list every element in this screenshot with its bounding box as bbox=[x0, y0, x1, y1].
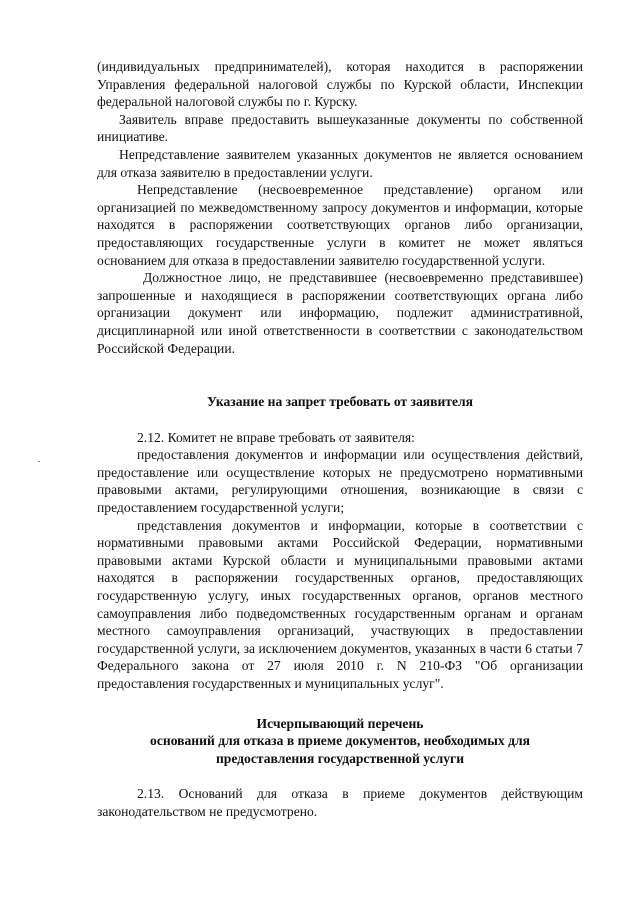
section-heading-prohibition: Указание на запрет требовать от заявителя bbox=[207, 394, 473, 410]
paragraph-2-12-item-2: представления документов и информации, которые в соответствии с нормативными правовыми актами Российской Федерации, нормативными правовыми актами Курской области и муниципальными правовыми актами находятся в распоряжении государственных органов, предоставляющих государственную услугу, иных государственных органов, органов местного самоуправления либо подведомственных государственным органам и органам местного самоуправления организаций, участвующих в предоставлении государственной услуги, за исключением документов, указанных в части 6 статьи 7 Федерального закона от 27 июля 2010 г. N 210-ФЗ "Об организации предоставления государственных и муниципальных услуг". bbox=[97, 517, 583, 691]
paragraph-1: (индивидуальных предпринимателей), которая находится в распоряжении Управления федеральной налоговой службы по Курской области, Инспекции федеральной налоговой службы по г. Курску. bbox=[97, 59, 583, 110]
heading-line-3: предоставления государственной услуги bbox=[215, 750, 465, 766]
paragraph-2: Заявитель вправе предоставить вышеуказанные документы по собственной инициативе. bbox=[97, 111, 583, 145]
paragraph-5: Должностное лицо, не представившее (несвоевременно представившее) запрошенные и находящиеся в распоряжении соответствующих органа либо организации документ или информацию, подлежит административной, дисциплинарной или иной ответственности в соответствии с законодательством Российской Федерации. bbox=[97, 270, 583, 356]
paragraph-2-13: 2.13. Оснований для отказа в приеме документов действующим законодательством не предусмотрено. bbox=[97, 786, 583, 819]
section-heading-refusal-grounds bbox=[97, 715, 583, 768]
document-page bbox=[97, 58, 583, 821]
heading-line-1: Исчерпывающий перечень bbox=[256, 715, 424, 731]
paragraph-4: Непредставление (несвоевременное представление) органом или организацией по межведомственному запросу документов и информации, которые находятся в распоряжении соответствующих органов либо организации, предоставляющих государственные услуги в комитет не может являться основанием для отказа в предоставлении заявителю государственной услуги. bbox=[97, 182, 583, 268]
paragraph-3: Непредставление заявителем указанных документов не является основанием для отказа заявителю в предоставлении услуги. bbox=[97, 146, 583, 180]
margin-speck bbox=[38, 461, 40, 462]
paragraph-2-12-item-1: предоставления документов и информации или осуществления действий, предоставление или осуществление которых не предусмотрено нормативными правовыми актами, регулирующими отношения, возникающие в связи с предоставлением государственной услуги; bbox=[97, 447, 583, 516]
heading-line-2: оснований для отказа в приеме документов, необходимых для bbox=[150, 733, 530, 749]
paragraph-2-12: 2.12. Комитет не вправе требовать от заявителя: bbox=[137, 429, 415, 445]
